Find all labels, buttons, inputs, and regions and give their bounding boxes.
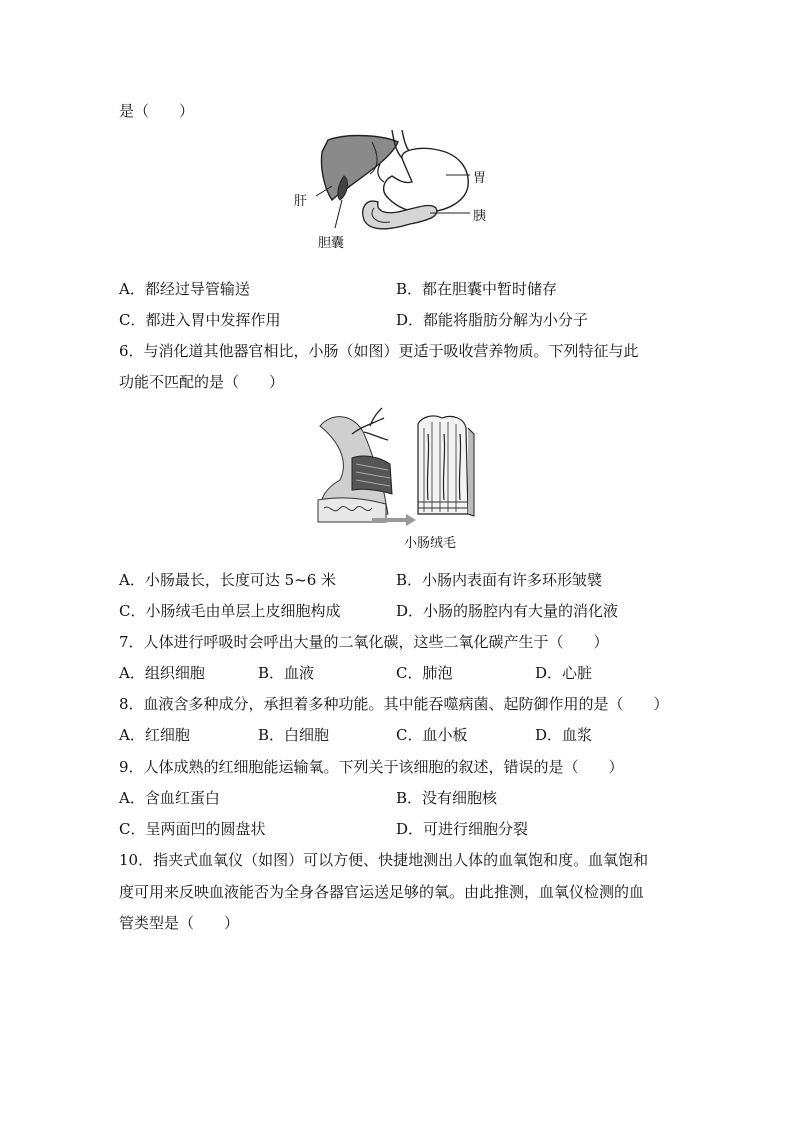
q6-option-b: B．小肠内表面有许多环形皱襞 xyxy=(396,571,603,589)
q9-option-a: A．含血红蛋白 xyxy=(119,789,220,807)
q6-option-a: A．小肠最长，长度可达 5~6 米 xyxy=(119,571,337,589)
q5-option-b: B．都在胆囊中暂时储存 xyxy=(396,280,558,298)
q9-option-b: B．没有细胞核 xyxy=(396,789,498,807)
q8-option-c: C．血小板 xyxy=(396,726,468,744)
gallbladder-label: 胆囊 xyxy=(318,236,345,251)
q8-option-a: A．红细胞 xyxy=(119,726,190,744)
q5-option-c: C．都进入胃中发挥作用 xyxy=(119,311,281,329)
q9-stem: 9．人体成熟的红细胞能运输氧。下列关于该细胞的叙述，错误的是（ ） xyxy=(119,758,624,776)
stomach-label: 胃 xyxy=(473,171,487,186)
small-intestine-drawing xyxy=(312,404,482,529)
digestive-organs-figure xyxy=(280,128,500,253)
q9-option-c: C．呈两面凹的圆盘状 xyxy=(119,820,266,838)
q5-option-a: A．都经过导管输送 xyxy=(119,280,250,298)
q7-option-b: B．血液 xyxy=(258,664,315,682)
q7-option-a: A．组织细胞 xyxy=(119,664,205,682)
q9-option-d: D．可进行细胞分裂 xyxy=(396,820,529,838)
q6-stem-line1: 6．与消化道其他器官相比，小肠（如图）更适于吸收营养物质。下列特征与此 xyxy=(119,342,639,360)
q8-stem: 8．血液含多种成分，承担着多种功能。其中能吞噬病菌、起防御作用的是（ ） xyxy=(119,695,669,713)
q10-stem-line2: 度可用来反映血液能否为全身各器官运送足够的氧。由此推测，血氧仪检测的血 xyxy=(119,883,645,901)
small-intestine-figure xyxy=(312,404,482,552)
q10-stem-line3: 管类型是（ ） xyxy=(119,914,240,932)
digestive-organs-drawing xyxy=(280,128,500,253)
liver-label: 肝 xyxy=(294,194,308,209)
q6-option-c: C．小肠绒毛由单层上皮细胞构成 xyxy=(119,602,341,620)
q5-option-d: D．都能将脂肪分解为小分子 xyxy=(396,311,589,329)
q7-option-d: D．心脏 xyxy=(535,664,593,682)
q7-option-c: C．肺泡 xyxy=(396,664,453,682)
q8-option-b: B．白细胞 xyxy=(258,726,330,744)
q6-option-d: D．小肠的肠腔内有大量的消化液 xyxy=(396,602,619,620)
small-intestine-villi-caption: 小肠绒毛 xyxy=(404,536,457,551)
q5-stem-tail: 是（ ） xyxy=(119,102,195,120)
q8-option-d: D．血浆 xyxy=(535,726,593,744)
q7-stem: 7．人体进行呼吸时会呼出大量的二氧化碳，这些二氧化碳产生于（ ） xyxy=(119,633,609,651)
q6-stem-line2: 功能不匹配的是（ ） xyxy=(119,373,285,391)
pancreas-label: 胰 xyxy=(473,209,487,224)
q10-stem-line1: 10．指夹式血氧仪（如图）可以方便、快捷地测出人体的血氧饱和度。血氧饱和 xyxy=(119,851,649,869)
